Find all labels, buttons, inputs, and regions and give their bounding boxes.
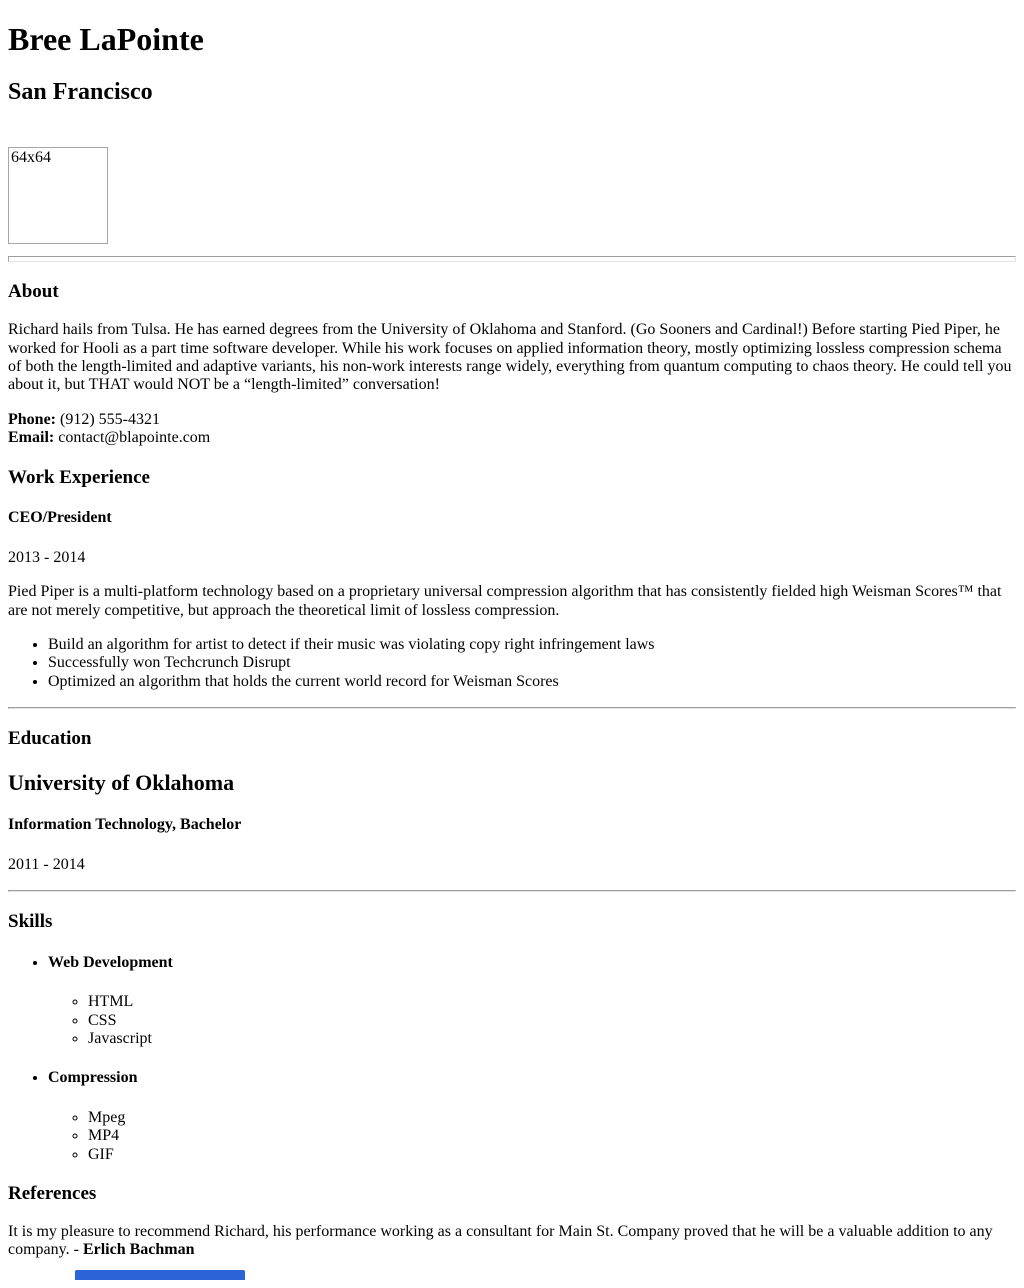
cut-off-blue-button[interactable] [75,1270,245,1280]
about-bio: Richard hails from Tulsa. He has earned degrees from the University of Oklahoma and Stanford. (Go Sooners and Cardinal!) Before starting Pied Piper, he worked for Hooli as a part time software developer. While his work focuses on applied information theory, mostly optimizing lossless compression schema of both the length-limited and adaptive variants, his non-work interests range widely, everything from quantum computing to chaos theory. He could tell you about it, but THAT would NOT be a “length-limited” conversation! [8,321,1012,394]
email-value: contact@blapointe.com [58,429,211,447]
phone-value: (912) 555-4321 [60,410,160,428]
job-entry [8,509,1016,691]
skill-item: ◦ Mpeg [88,1109,1016,1127]
email-label: Email: [8,429,55,447]
skill-items-list [48,1109,1016,1164]
skill-category [48,954,1016,1049]
resume-header [8,21,1016,244]
skills-category-list [8,954,1016,1164]
skill-item: ◦ MP4 [88,1127,1016,1145]
job-title: CEO/President [8,509,112,527]
job-dates: 2013 - 2014 [8,548,86,566]
job-highlight-item: • Build an algorithm for artist to detect if their music was violating copy right infringement laws [48,636,1016,654]
skill-category-name: • Web Development [48,953,173,971]
education-section [8,728,1016,874]
reference-attribution: Erlich Bachman [82,1241,195,1259]
work-experience-section [8,467,1016,692]
skill-category [48,1069,1016,1164]
job-highlights-list [8,636,1016,691]
page-title: Bree LaPointe [8,21,204,57]
job-summary: Pied Piper is a multi-platform technology based on a proprietary universal compression algorithm that has consistently fielded high Weisman Scores™ that are not merely competitive, but approach the theoretical limit of lossless compression. [8,583,1002,619]
image-alt-text: 64x64 [11,149,51,167]
skill-item: ◦ GIF [88,1146,1016,1164]
location-heading: San Francisco [8,78,153,105]
skill-item: ◦ CSS [88,1012,1016,1030]
skills-section [8,911,1016,1164]
about-heading: About [8,281,59,303]
skill-item: ◦ Javascript [88,1030,1016,1048]
education-heading: Education [8,728,92,750]
about-section [8,281,1016,447]
section-divider [8,890,1016,892]
profile-image-placeholder [8,147,108,244]
skills-heading: Skills [8,911,53,933]
reference-text: It is my pleasure to recommend Richard, his performance working as a consultant for Main St. Company proved that he will be a valuable addition to any company. - [8,1222,993,1259]
school-name: University of Oklahoma [8,770,235,795]
school-entry [8,770,1016,874]
contact-block [8,411,1016,448]
section-divider [8,256,1016,262]
skill-items-list [48,993,1016,1048]
job-highlight-item: • Successfully won Techcrunch Disrupt [48,654,1016,672]
skill-item: ◦ HTML [88,993,1016,1011]
references-section [8,1183,1016,1260]
reference-quote [8,1223,1016,1260]
skill-category-name: • Compression [48,1069,138,1087]
school-degree: Information Technology, Bachelor [8,816,242,834]
work-experience-heading: Work Experience [8,466,150,488]
references-heading: References [8,1183,97,1205]
school-dates: 2011 - 2014 [8,855,85,873]
section-divider [8,707,1016,709]
phone-label: Phone: [8,410,56,428]
job-highlight-item: • Optimized an algorithm that holds the current world record for Weisman Scores [48,673,1016,691]
